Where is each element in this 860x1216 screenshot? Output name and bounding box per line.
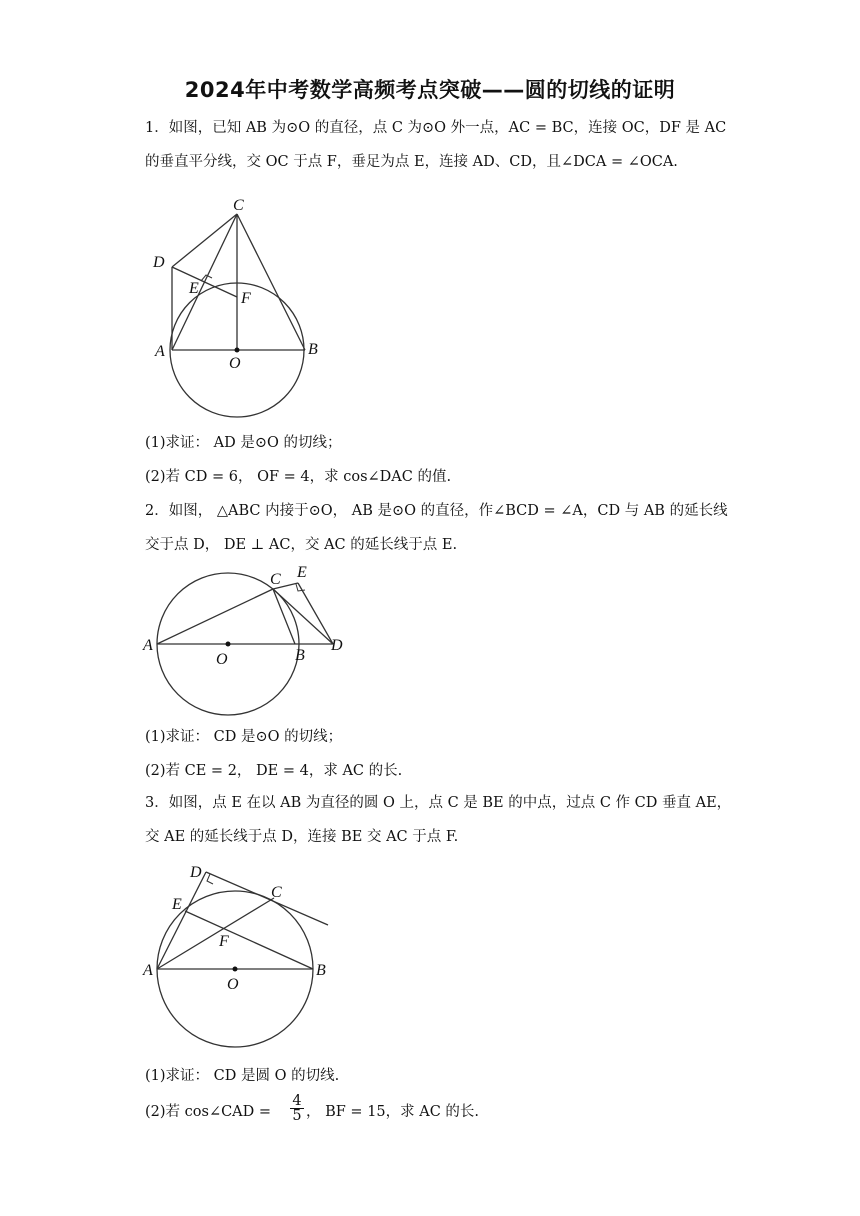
problem-2-line-1: 2．如图， △ABC 内接于⊙O， AB 是⊙O 的直径，作∠BCD = ∠A，CD 与 AB 的延长线 — [145, 503, 728, 519]
problem-3-question-2-suffix: ， BF = 15，求 AC 的长. — [306, 1104, 480, 1120]
fraction-denominator: 5 — [290, 1108, 304, 1123]
problem-3-question-2-prefix: (2)若 cos∠CAD = — [145, 1104, 272, 1120]
fraction-numerator: 4 — [292, 1093, 302, 1109]
fig2-label-c: C — [270, 571, 281, 588]
problem-1-question-2: (2)若 CD = 6， OF = 4，求 cos∠DAC 的值. — [145, 469, 452, 485]
fig3-label-d: D — [190, 864, 202, 881]
fig3-label-a: A — [143, 962, 153, 979]
problem-1-line-1: 1．如图，已知 AB 为⊙O 的直径，点 C 为⊙O 外一点，AC = BC，连接 OC，DF 是 AC — [145, 120, 727, 136]
fig1-label-o: O — [229, 355, 241, 372]
fig1-label-e: E — [189, 280, 199, 297]
fig2-label-d: D — [331, 637, 343, 654]
problem-1-figure — [145, 190, 345, 420]
fig2-label-o: O — [216, 651, 228, 668]
fig2-label-b: B — [295, 647, 305, 664]
problem-3-line-2: 交 AE 的延长线于点 D，连接 BE 交 AC 于点 F. — [145, 829, 459, 845]
problem-2-question-2: (2)若 CE = 2， DE = 4，求 AC 的长. — [145, 763, 403, 779]
fig3-label-f: F — [219, 933, 229, 950]
problem-1-line-2: 的垂直平分线，交 OC 于点 F，垂足为点 E，连接 AD、CD，且∠DCA = ∠OCA. — [145, 154, 678, 170]
fig2-label-e: E — [297, 564, 307, 581]
fig1-label-d: D — [153, 254, 165, 271]
fig3-label-o: O — [227, 976, 239, 993]
problem-3-figure — [140, 855, 340, 1055]
fig3-label-e: E — [172, 896, 182, 913]
problem-3-line-1: 3．如图，点 E 在以 AB 为直径的圆 O 上，点 C 是 BE 的中点，过点 C 作 CD 垂直 AE， — [145, 795, 732, 811]
problem-1-question-1: (1)求证： AD 是⊙O 的切线； — [145, 435, 342, 451]
fig1-label-a: A — [155, 343, 165, 360]
fig3-label-c: C — [271, 884, 282, 901]
page-title: 2024年中考数学高频考点突破——圆的切线的证明 — [184, 78, 676, 102]
fig3-label-b: B — [316, 962, 326, 979]
fig2-label-a: A — [143, 637, 153, 654]
fig1-label-c: C — [233, 197, 244, 214]
problem-2-line-2: 交于点 D， DE ⊥ AC，交 AC 的延长线于点 E. — [145, 537, 458, 553]
problem-3-question-1: (1)求证： CD 是圆 O 的切线. — [145, 1068, 340, 1084]
problem-3-fraction — [290, 1094, 304, 1123]
problem-2-figure — [140, 560, 360, 720]
fig1-label-f: F — [241, 290, 251, 307]
fig1-label-b: B — [308, 341, 318, 358]
problem-2-question-1: (1)求证： CD 是⊙O 的切线； — [145, 729, 343, 745]
